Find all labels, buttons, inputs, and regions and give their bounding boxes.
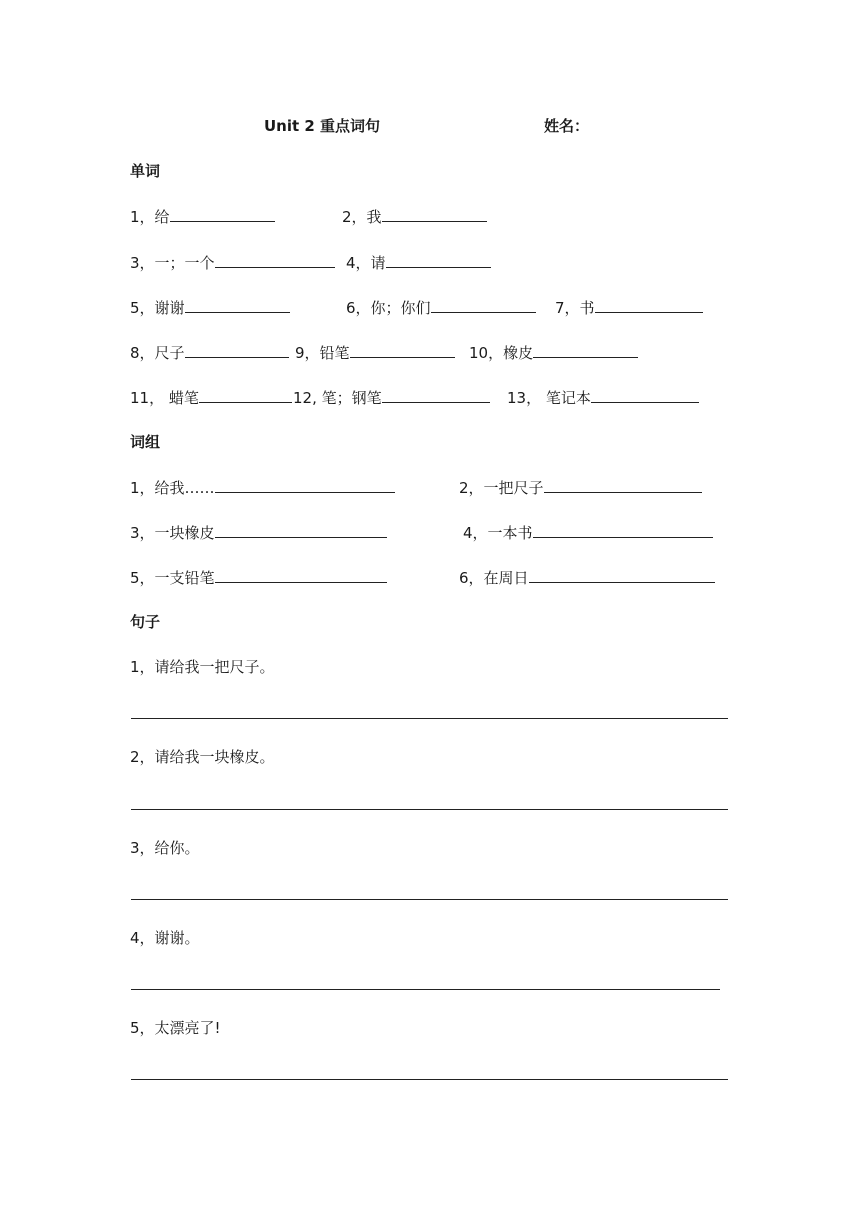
phrase-item[interactable]: 5，一支铅笔 xyxy=(130,567,387,588)
answer-blank[interactable] xyxy=(215,522,387,538)
answer-line[interactable] xyxy=(131,809,728,810)
page-title: Unit 2 重点词句 xyxy=(264,117,381,135)
word-item[interactable]: 13， 笔记本 xyxy=(507,387,699,408)
name-label: 姓名： xyxy=(544,117,590,135)
section-heading-words: 单词 xyxy=(130,162,161,180)
word-item[interactable]: 10，橡皮 xyxy=(469,342,638,363)
answer-line[interactable] xyxy=(131,718,728,719)
answer-blank[interactable] xyxy=(199,387,292,403)
answer-line[interactable] xyxy=(131,1079,728,1080)
answer-blank[interactable] xyxy=(529,567,715,583)
word-item[interactable]: 5，谢谢 xyxy=(130,297,290,318)
answer-blank[interactable] xyxy=(170,206,275,222)
answer-blank[interactable] xyxy=(215,252,335,268)
sentence-prompt: 4，谢谢。 xyxy=(130,929,200,947)
phrase-item[interactable]: 4，一本书 xyxy=(463,522,713,543)
word-item[interactable]: 2，我 xyxy=(342,206,487,227)
answer-blank[interactable] xyxy=(533,342,638,358)
answer-line[interactable] xyxy=(131,899,728,900)
word-item[interactable]: 7，书 xyxy=(555,297,703,318)
sentence-prompt: 2，请给我一块橡皮。 xyxy=(130,748,275,766)
answer-blank[interactable] xyxy=(215,477,395,493)
word-item[interactable]: 9，铅笔 xyxy=(295,342,455,363)
word-item[interactable]: 1，给 xyxy=(130,206,275,227)
word-item[interactable]: 4，请 xyxy=(346,252,491,273)
answer-blank[interactable] xyxy=(386,252,491,268)
answer-blank[interactable] xyxy=(431,297,536,313)
word-item[interactable]: 3，一；一个 xyxy=(130,252,335,273)
answer-blank[interactable] xyxy=(544,477,702,493)
word-item[interactable]: 11， 蜡笔 xyxy=(130,387,292,408)
answer-blank[interactable] xyxy=(595,297,703,313)
word-item[interactable]: 6，你；你们 xyxy=(346,297,536,318)
section-heading-sentences: 句子 xyxy=(130,613,161,631)
answer-blank[interactable] xyxy=(591,387,699,403)
word-item[interactable]: 8，尺子 xyxy=(130,342,289,363)
phrase-item[interactable]: 6，在周日 xyxy=(459,567,715,588)
answer-line[interactable] xyxy=(131,989,720,990)
phrase-item[interactable]: 1，给我…… xyxy=(130,477,395,498)
sentence-prompt: 3，给你。 xyxy=(130,839,200,857)
sentence-prompt: 1，请给我一把尺子。 xyxy=(130,658,275,676)
answer-blank[interactable] xyxy=(185,297,290,313)
answer-blank[interactable] xyxy=(382,206,487,222)
phrase-item[interactable]: 2，一把尺子 xyxy=(459,477,702,498)
phrase-item[interactable]: 3，一块橡皮 xyxy=(130,522,387,543)
word-item[interactable]: 12, 笔；钢笔 xyxy=(293,387,490,408)
answer-blank[interactable] xyxy=(185,342,289,358)
answer-blank[interactable] xyxy=(533,522,713,538)
answer-blank[interactable] xyxy=(350,342,455,358)
answer-blank[interactable] xyxy=(215,567,387,583)
answer-blank[interactable] xyxy=(382,387,490,403)
section-heading-phrases: 词组 xyxy=(130,433,161,451)
sentence-prompt: 5，太漂亮了! xyxy=(130,1019,221,1037)
